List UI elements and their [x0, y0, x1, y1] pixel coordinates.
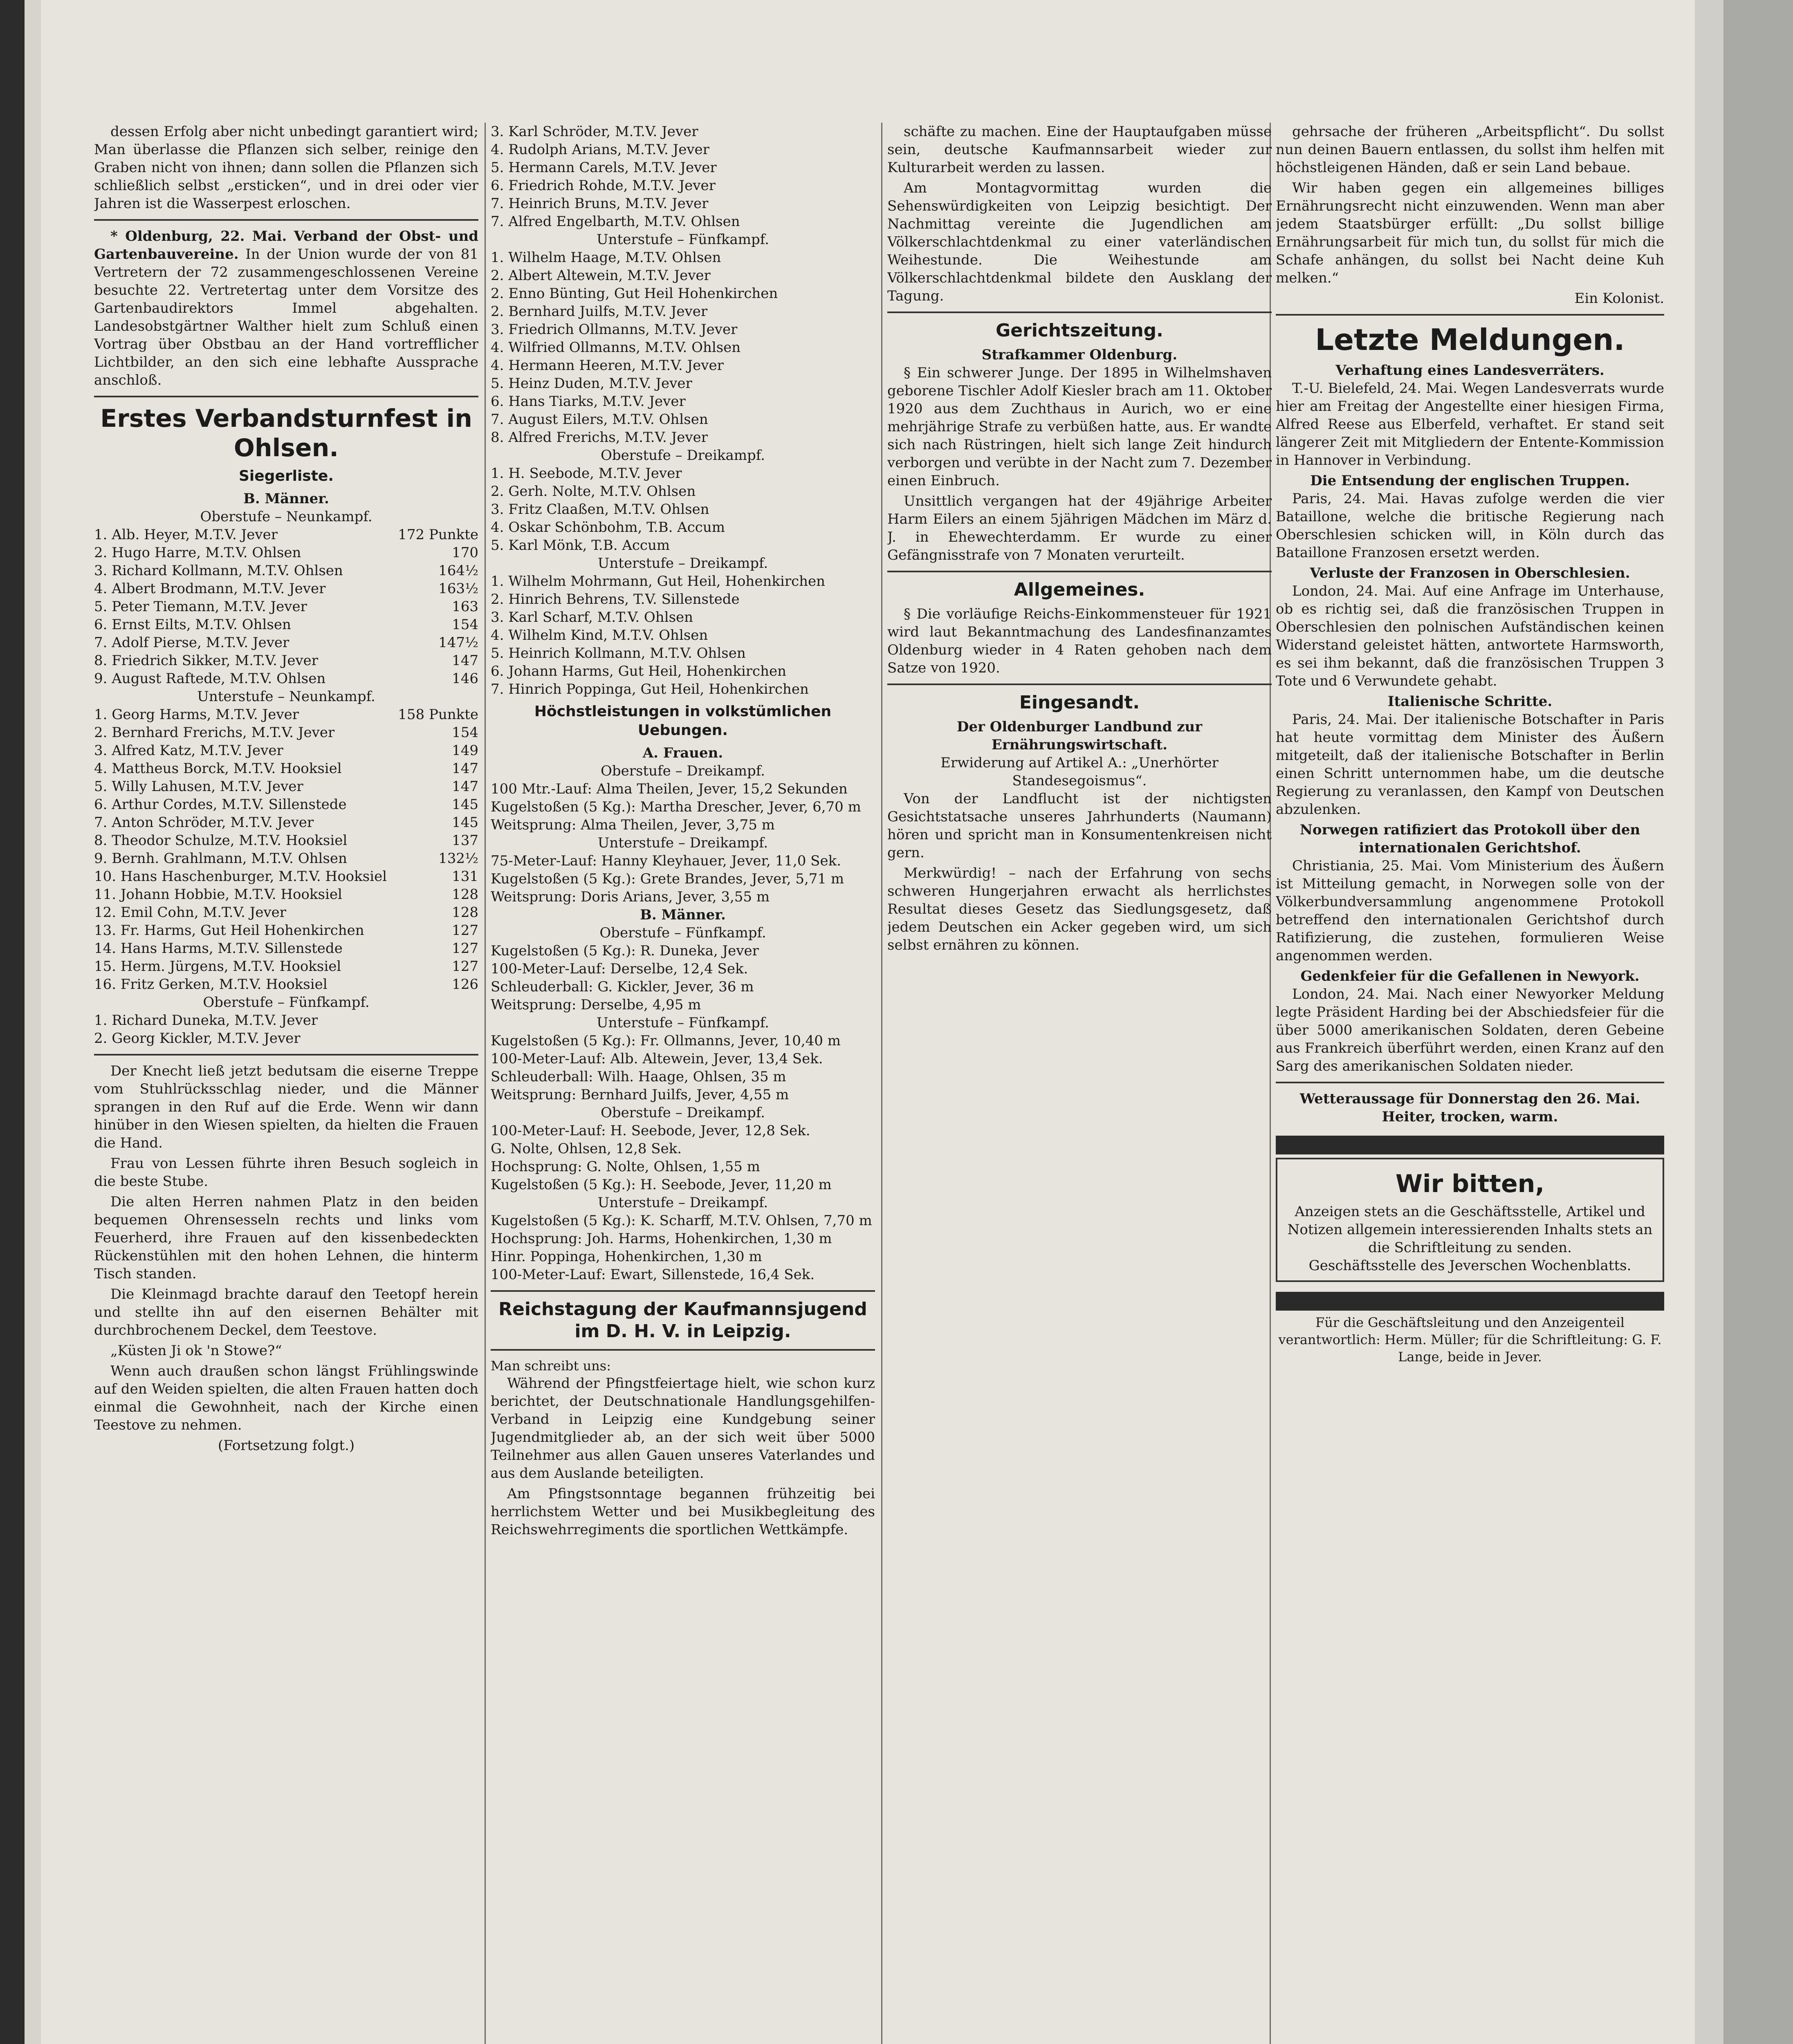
- list-item: Weitsprung: Derselbe, 4,95 m: [491, 997, 701, 1013]
- list-item: Hochsprung: G. Nolte, Ohlsen, 1,55 m: [491, 1159, 760, 1175]
- oberstufe-fuenfkampf-heading: Oberstufe – Fünfkampf.: [203, 994, 370, 1011]
- list-item: 2. Bernhard Juilfs, M.T.V. Jever: [491, 303, 708, 320]
- list-item: 1. Georg Harms, M.T.V. Jever 158 Punkte: [94, 706, 478, 723]
- list-item: 4. Hermann Heeren, M.T.V. Jever: [491, 357, 724, 374]
- list-item: Kugelstoßen (5 Kg.): Grete Brandes, Jever, 5,71 m: [491, 871, 844, 887]
- list-item: 4. Rudolph Arians, M.T.V. Jever: [491, 141, 709, 158]
- list-item: 8. Theodor Schulze, M.T.V. Hooksiel 137: [94, 832, 478, 849]
- list-item: Weitsprung: Bernhard Juilfs, Jever, 4,55 m: [491, 1087, 789, 1103]
- divider: [94, 1054, 478, 1056]
- paragraph: Paris, 24. Mai. Havas zufolge werden die vier Bataillone, welche die britische Regierung nach Oberschlesien schicken will, in Köln durch das Bataillone Franzosen ersetzt werden.: [1276, 491, 1664, 561]
- oldenburg-article: * Oldenburg, 22. Mai. Verband der Obst- und Gartenbauvereine. In der Union wurde der von 81 Vertretern der 72 zusammengeschlossenen Vereine besuchte 22. Vertretertag unter dem Vorsitze des Gartenbaudirektors Immel abgehalten. Landesobstgärtner Walther hielt zum Schluß einen Vortrag über Obstbau an der Hand vortrefflicher Lichtbilder, an den sich eine lebhafte Aussprache anschloß.: [94, 228, 478, 388]
- divider: [887, 312, 1272, 313]
- paragraph: dessen Erfolg aber nicht unbedingt garantiert wird; Man überlasse die Pflanzen sich selber, reinige den Graben nicht von ihnen; dann sollen die Pflanzen sich schließlich selbst „ersticken“, und in drei oder vier Jahren ist die Wasserpest erloschen.: [94, 123, 478, 212]
- list-item: Hinr. Poppinga, Hohenkirchen, 1,30 m: [491, 1248, 762, 1265]
- signature: Ein Kolonist.: [1574, 290, 1664, 307]
- news-heading: Norwegen ratifiziert das Protokoll über den internationalen Gerichtshof.: [1299, 822, 1640, 856]
- list-item: 14. Hans Harms, M.T.V. Sillenstede 127: [94, 940, 478, 957]
- unterstufe-fuenfkampf-heading: Unterstufe – Fünfkampf.: [597, 231, 769, 248]
- allgemeines-title: Allgemeines.: [1014, 579, 1145, 600]
- oberstufe-neunkampf-list: [94, 526, 478, 688]
- scan-binding-shadow: [0, 0, 25, 2044]
- news-heading: Gedenkfeier für die Gefallenen in Newyork.: [1300, 968, 1640, 984]
- section-heading: Strafkammer Oldenburg.: [981, 347, 1178, 363]
- paragraph: schäfte zu machen. Eine der Hauptaufgaben müsse sein, deutsche Kaufmannsarbeit wieder zur Kulturarbeit werden zu lassen.: [887, 123, 1272, 176]
- section-heading: Oberstufe – Dreikampf.: [601, 763, 765, 779]
- list-item: 100-Meter-Lauf: Derselbe, 12,4 Sek.: [491, 961, 748, 977]
- reichstagung-title: Reichstagung der Kaufmannsjugend im D. H. V. in Leipzig.: [498, 1299, 867, 1342]
- list-item: 3. Fritz Claaßen, M.T.V. Ohlsen: [491, 501, 709, 518]
- divider: [1276, 314, 1664, 316]
- section-heading: Unterstufe – Dreikampf.: [597, 1195, 768, 1211]
- divider: [94, 396, 478, 397]
- women-heading: A. Frauen.: [642, 745, 723, 761]
- unterstufe-neunkampf-heading: Unterstufe – Neunkampf.: [197, 688, 375, 705]
- list-item: 6. Friedrich Rohde, M.T.V. Jever: [491, 177, 716, 194]
- paragraph: Frau von Lessen führte ihren Besuch sogleich in die beste Stube.: [94, 1155, 478, 1190]
- column-4: [1276, 123, 1664, 2044]
- paragraph: London, 24. Mai. Auf eine Anfrage im Unterhause, ob es richtig sei, daß die französischen Truppen in Oberschlesien den polnischen Aufständischen keinen Widerstand geleistet hätten, antwortete Harmsworth, es sei ihm bekannt, daß die französischen Truppen 3 Tote und 6 Verwundete gehabt.: [1276, 583, 1664, 689]
- list-item: 5. Peter Tiemann, M.T.V. Jever 163: [94, 598, 478, 615]
- list-item: Kugelstoßen (5 Kg.): K. Scharff, M.T.V. Ohlsen, 7,70 m: [491, 1213, 872, 1229]
- list-item: 2. Gerh. Nolte, M.T.V. Ohlsen: [491, 483, 696, 500]
- list-item: 13. Fr. Harms, Gut Heil Hohenkirchen 127: [94, 922, 478, 939]
- column-rule: [485, 123, 486, 2044]
- list-item: Schleuderball: Wilh. Haage, Ohlsen, 35 m: [491, 1069, 786, 1085]
- list-item: 6. Johann Harms, Gut Heil, Hohenkirchen: [491, 663, 786, 679]
- weather-forecast: Wetteraussage für Donnerstag den 26. Mai. Heiter, trocken, warm.: [1299, 1091, 1640, 1125]
- turnfest-title: Erstes Verbandsturnfest in Ohlsen.: [100, 404, 472, 462]
- list-item: 8. Alfred Frerichs, M.T.V. Jever: [491, 429, 708, 446]
- subheading: Erwiderung auf Artikel A.: „Unerhörter Standesegoismus“.: [940, 755, 1219, 789]
- list-item: 3. Richard Kollmann, M.T.V. Ohlsen 164½: [94, 563, 478, 579]
- list-item: 7. Anton Schröder, M.T.V. Jever 145: [94, 814, 478, 831]
- list-item: 100-Meter-Lauf: Alb. Altewein, Jever, 13,4 Sek.: [491, 1051, 823, 1067]
- paragraph: gehrsache der früheren „Arbeitspflicht“. Du sollst nun deinen Bauern entlassen, du sollst ihm helfen mit höchstleigenen Händen, daß er sein Land bebaue.: [1276, 123, 1664, 176]
- list-item: 5. Karl Mönk, T.B. Accum: [491, 537, 670, 554]
- paragraph: Von der Landflucht ist der nichtigsten Gesichtstatsache unseres Jahrhunderts (Naumann) hören und spricht man in Konsumentenkreisen nicht gern.: [887, 791, 1272, 861]
- list-item: 6. Ernst Eilts, M.T.V. Ohlsen 154: [94, 616, 478, 633]
- paragraph: Wenn auch draußen schon längst Frühlingswinde auf den Weiden spielten, die alten Frauen hatten doch einmal die Gewohnheit, nach der Kirche einen Teestove zu nehmen.: [94, 1363, 478, 1433]
- news-heading: Die Entsendung der englischen Truppen.: [1310, 473, 1630, 489]
- news-heading: Verluste der Franzosen in Oberschlesien.: [1310, 565, 1630, 581]
- list-item: 8. Friedrich Sikker, M.T.V. Jever 147: [94, 652, 478, 669]
- list-item: 3. Karl Scharf, M.T.V. Ohlsen: [491, 609, 693, 625]
- section-heading: Unterstufe – Dreikampf.: [597, 835, 768, 851]
- list-item: 5. Willy Lahusen, M.T.V. Jever 147: [94, 778, 478, 795]
- paragraph: § Die vorläufige Reichs-Einkommensteuer für 1921 wird laut Bekanntmachung des Landesfinanzamtes Oldenburg wieder in 4 Raten gehoben nach dem Satze von 1920.: [887, 606, 1272, 676]
- paragraph: Die Kleinmagd brachte darauf den Teetopf herein und stellte ihn auf den eisernen Behälter mit durchbrochenem Deckel, dem Teestove.: [94, 1286, 478, 1338]
- paragraph: Während der Pfingstfeiertage hielt, wie schon kurz berichtet, der Deutschnationale Handlungsgehilfen-Verband in Leipzig eine Kundgebung seiner Jugendmitglieder ab, an der sich weit über 5000 Teilnehmer aus allen Gauen unseres Vaterlandes und aus dem Auslande beteiligten.: [491, 1375, 875, 1481]
- unterstufe-neunkampf-list: [94, 706, 478, 993]
- list-item: 6. Hans Tiarks, M.T.V. Jever: [491, 393, 686, 410]
- unterstufe-dreikampf-heading: Unterstufe – Dreikampf.: [597, 555, 768, 572]
- list-item: 3. Friedrich Ollmanns, M.T.V. Jever: [491, 321, 738, 338]
- list-item: 2. Bernhard Frerichs, M.T.V. Jever 154: [94, 724, 478, 741]
- list-item: 2. Hugo Harre, M.T.V. Ohlsen 170: [94, 545, 478, 561]
- section-heading: Oberstufe – Fünfkampf.: [599, 925, 766, 941]
- wir-bitten-title: Wir bitten,: [1395, 1170, 1545, 1198]
- news-heading: Italienische Schritte.: [1387, 693, 1553, 710]
- list-item: 6. Arthur Cordes, M.T.V. Sillenstede 145: [94, 796, 478, 813]
- list-item: 5. Heinrich Kollmann, M.T.V. Ohlsen: [491, 645, 746, 661]
- list-item: 2. Georg Kickler, M.T.V. Jever: [94, 1030, 301, 1047]
- divider: [491, 1349, 875, 1351]
- paragraph: § Ein schwerer Junge. Der 1895 in Wilhelmshaven geborene Tischler Adolf Kiesler brach am 11. Oktober 1920 aus dem Zuchthaus in Aurich, wo er eine mehrjährige Strafe zu verbüßen hatte, aus. Er wandte sich nach Rüstringen, hielt sich lange Zeit hindurch verborgen und verübte in der Nacht zum 7. Dezember einen Einbruch.: [887, 365, 1272, 489]
- list-item: 7. Heinrich Bruns, M.T.V. Jever: [491, 195, 709, 212]
- ornament-banner: [1276, 1136, 1664, 1154]
- paragraph: Paris, 24. Mai. Der italienische Botschafter in Paris hat heute vormittag dem Minister des Äußern mitgeteilt, daß der italienische Botschafter in Berlin einen Schritt unternommen habe, um die deutsche Regierung zu veranlassen, den Kampf von Deutschen abzulenken.: [1276, 711, 1664, 818]
- list-item: 1. Wilhelm Haage, M.T.V. Ohlsen: [491, 249, 721, 266]
- gerichtszeitung-title: Gerichtszeitung.: [996, 320, 1163, 341]
- list-item: Kugelstoßen (5 Kg.): Fr. Ollmanns, Jever, 10,40 m: [491, 1033, 841, 1049]
- list-item: 75-Meter-Lauf: Hanny Kleyhauer, Jever, 11,0 Sek.: [491, 853, 842, 869]
- continuation-note: (Fortsetzung folgt.): [218, 1437, 355, 1454]
- paragraph: Merkwürdig! – nach der Erfahrung von sechs schweren Hungerjahren erwacht als herrlichstes Resultat dieses Gesetz das Siedlungsgesetz, daß jedem Deutschen ein Acker gegeben wird, um sich selbst ernähren zu können.: [887, 865, 1272, 953]
- list-item: 4. Wilhelm Kind, M.T.V. Ohlsen: [491, 627, 708, 643]
- list-item: 4. Oskar Schönbohm, T.B. Accum: [491, 519, 725, 536]
- paragraph: Der Knecht ließ jetzt bedutsam die eiserne Treppe vom Stuhlrücksschlag nieder, und die Männer sprangen in den Ruf auf die Erde. Wenn wir dann hinüber in den Wiesen spielten, da hielten die Frauen die Hand.: [94, 1063, 478, 1151]
- oberstufe-dreikampf-heading: Oberstufe – Dreikampf.: [601, 447, 765, 464]
- paragraph: Unsittlich vergangen hat der 49jährige Arbeiter Harm Eilers an einem 5jährigen Mädchen im März d. J. in Ehewechterdamm. Er wurde zu einer Gefängnisstrafe von 7 Monaten verurteilt.: [887, 493, 1272, 563]
- list-item: 7. August Eilers, M.T.V. Ohlsen: [491, 411, 708, 428]
- section-heading: Der Oldenburger Landbund zur Ernährungswirtschaft.: [956, 719, 1203, 753]
- column-3: [887, 123, 1272, 2044]
- hoechstleistungen-heading: Höchstleistungen in volkstümlichen Uebungen.: [534, 703, 832, 739]
- section-heading: Oberstufe – Dreikampf.: [601, 1105, 765, 1121]
- list-item: 100-Meter-Lauf: Ewart, Sillenstede, 16,4 Sek.: [491, 1266, 815, 1283]
- men-heading: B. Männer.: [243, 491, 329, 507]
- letzte-meldungen-title: Letzte Meldungen.: [1315, 323, 1625, 357]
- list-item: Kugelstoßen (5 Kg.): Martha Drescher, Jever, 6,70 m: [491, 799, 861, 815]
- list-item: G. Nolte, Ohlsen, 12,8 Sek.: [491, 1141, 682, 1157]
- list-item: 1. Alb. Heyer, M.T.V. Jever 172 Punkte: [94, 527, 478, 543]
- scan-background: [1723, 0, 1793, 2044]
- byline: Man schreibt uns:: [491, 1358, 611, 1374]
- column-2: [491, 123, 875, 2044]
- list-item: 7. Hinrich Poppinga, Gut Heil, Hohenkirchen: [491, 681, 809, 697]
- column-rule: [881, 123, 882, 2044]
- notice-text: Anzeigen stets an die Geschäftsstelle, Artikel und Notizen allgemein interessierenden Inhalts stets an die Schriftleitung zu senden.: [1287, 1204, 1653, 1256]
- paragraph: Christiania, 25. Mai. Vom Ministerium des Äußern ist Mitteilung gemacht, in Norwegen solle von der Völkerbundversammlung angenommene Protokoll betreffend den internationalen Gerichtshof durch Ratifizierung, die zustehen, formulieren Weise angenommen werden.: [1276, 858, 1664, 964]
- list-item: 1. Wilhelm Mohrmann, Gut Heil, Hohenkirchen: [491, 573, 826, 589]
- section-heading: Unterstufe – Fünfkampf.: [597, 1015, 769, 1031]
- news-heading: Verhaftung eines Landesverräters.: [1335, 362, 1604, 379]
- paragraph: Am Montagvormittag wurden die Sehenswürdigkeiten von Leipzig besichtigt. Der Nachmittag vereinte die Jugendlichen am Völkerschlachtdenkmal zu einer vaterländischen Weihestunde. Die Weihestunde am Völkerschlachtdenkmal bildete den Ausklang der Tagung.: [887, 180, 1272, 304]
- notice-signature: Geschäftsstelle des Jeverschen Wochenblatts.: [1308, 1257, 1631, 1274]
- paragraph: Die alten Herren nahmen Platz in den beiden bequemen Ohrensesseln rechts und links vom Feuerherd, ihre Frauen auf den kissenbedeckten Rückenstühlen mit den hohen Lehnen, die hinterm Tisch standen.: [94, 1194, 478, 1282]
- list-item: 11. Johann Hobbie, M.T.V. Hooksiel 128: [94, 886, 478, 903]
- list-item: 4. Mattheus Borck, M.T.V. Hooksiel 147: [94, 760, 478, 777]
- men-heading: B. Männer.: [640, 907, 726, 923]
- list-item: 5. Heinz Duden, M.T.V. Jever: [491, 375, 692, 392]
- paragraph: Wir haben gegen ein allgemeines billiges Ernährungsrecht nicht einzuwenden. Wenn man aber jedem Staatsbürger erfüllt: „Du sollst billige Ernährungsarbeit für mich tun, du sollst für mich die Schafe anhängen, du sollst bei Nacht deine Kuh melken.“: [1276, 180, 1664, 286]
- scan-previous-page-edge: [25, 0, 41, 2044]
- paragraph: Am Pfingstsonntage begannen frühzeitig bei herrlichstem Wetter und bei Musikbegleitung des Reichswehrregiments die sportlichen Wettkämpfe.: [491, 1486, 875, 1538]
- paragraph: London, 24. Mai. Nach einer Newyorker Meldung legte Präsident Harding bei der Abschiedsfeier für die über 5000 amerikanischen Soldaten, deren Gebeine aus Frankreich überführt werden, einen Kranz auf den Sarg des amerikanischen Soldaten nieder.: [1276, 986, 1664, 1074]
- list-item: 3. Alfred Katz, M.T.V. Jever 149: [94, 742, 478, 759]
- divider: [1276, 1082, 1664, 1083]
- divider: [887, 684, 1272, 685]
- quote: „Küsten Ji ok 'n Stowe?“: [110, 1342, 282, 1359]
- list-item: 5. Hermann Carels, M.T.V. Jever: [491, 159, 717, 176]
- paragraph: T.-U. Bielefeld, 24. Mai. Wegen Landesverrats wurde hier am Freitag der Angestellte einer hiesigen Firma, Alfred Reese aus Elberfeld, verhaftet. Er stand seit längerer Zeit mit Mitgliedern der Entente-Kommission in Hannover in Verbindung.: [1276, 380, 1664, 468]
- imprint: Für die Geschäftsleitung und den Anzeigenteil verantwortlich: Herm. Müller; für die Schriftleitung: G. F. Lange, beide in Jever.: [1278, 1315, 1662, 1365]
- list-item: 12. Emil Cohn, M.T.V. Jever 128: [94, 904, 478, 921]
- divider: [491, 1290, 875, 1292]
- list-item: 10. Hans Haschenburger, M.T.V. Hooksiel 131: [94, 868, 478, 885]
- list-item: 16. Fritz Gerken, M.T.V. Hooksiel 126: [94, 976, 478, 993]
- ornament-banner: [1276, 1292, 1664, 1311]
- notice-box: [1276, 1158, 1664, 1282]
- siegerliste-heading: Siegerliste.: [238, 468, 334, 484]
- list-item: 2. Albert Altewein, M.T.V. Jever: [491, 267, 711, 284]
- list-item: 7. Adolf Pierse, M.T.V. Jever 147½: [94, 634, 478, 651]
- list-item: 9. Bernh. Grahlmann, M.T.V. Ohlsen 132½: [94, 850, 478, 867]
- divider: [887, 571, 1272, 572]
- list-item: 4. Albert Brodmann, M.T.V. Jever 163½: [94, 580, 478, 597]
- list-item: Hochsprung: Joh. Harms, Hohenkirchen, 1,30 m: [491, 1230, 832, 1247]
- list-item: 7. Alfred Engelbarth, M.T.V. Ohlsen: [491, 213, 740, 230]
- list-item: Kugelstoßen (5 Kg.): H. Seebode, Jever, 11,20 m: [491, 1177, 832, 1193]
- oberstufe-neunkampf-heading: Oberstufe – Neunkampf.: [200, 509, 373, 525]
- list-item: 1. H. Seebode, M.T.V. Jever: [491, 465, 682, 482]
- list-item: 100-Meter-Lauf: H. Seebode, Jever, 12,8 Sek.: [491, 1123, 810, 1139]
- list-item: 15. Herm. Jürgens, M.T.V. Hooksiel 127: [94, 958, 478, 975]
- list-item: Schleuderball: G. Kickler, Jever, 36 m: [491, 979, 754, 995]
- list-item: 2. Enno Bünting, Gut Heil Hohenkirchen: [491, 285, 778, 302]
- list-item: Weitsprung: Doris Arians, Jever, 3,55 m: [491, 889, 770, 905]
- list-item: 9. August Raftede, M.T.V. Ohlsen 146: [94, 670, 478, 687]
- list-item: 4. Wilfried Ollmanns, M.T.V. Ohlsen: [491, 339, 741, 356]
- eingesandt-title: Eingesandt.: [1019, 692, 1140, 713]
- list-item: 1. Richard Duneka, M.T.V. Jever: [94, 1012, 318, 1029]
- list-item: Kugelstoßen (5 Kg.): R. Duneka, Jever: [491, 943, 759, 959]
- column-1: [94, 123, 478, 2044]
- divider: [94, 219, 478, 221]
- list-item: Weitsprung: Alma Theilen, Jever, 3,75 m: [491, 817, 775, 833]
- list-item: 2. Hinrich Behrens, T.V. Sillenstede: [491, 591, 740, 607]
- list-item: 100 Mtr.-Lauf: Alma Theilen, Jever, 15,2 Sekunden: [491, 781, 848, 797]
- list-item: 3. Karl Schröder, M.T.V. Jever: [491, 123, 698, 140]
